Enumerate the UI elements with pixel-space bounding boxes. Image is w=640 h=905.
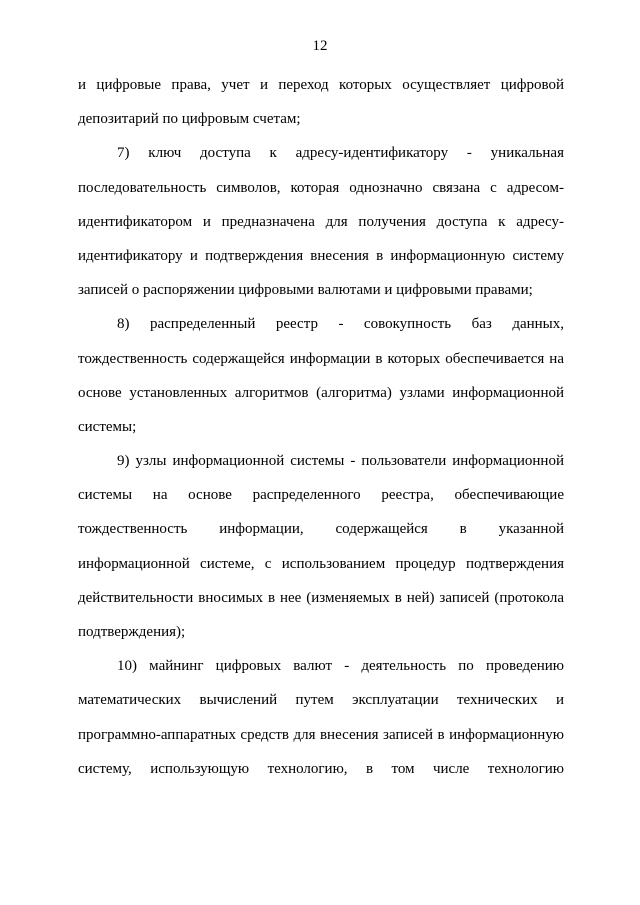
paragraph-item-10	[78, 649, 564, 786]
text-line: записей о распоряжении цифровыми валютами и цифровыми правами;	[78, 282, 533, 299]
text-line: тождественность информации, содержащейся в указанной	[78, 521, 564, 538]
text-line: основе установленных алгоритмов (алгоритма) узлами информационной	[78, 384, 564, 401]
text-line: и цифровые права, учет и переход которых осуществляет цифровой	[78, 77, 564, 93]
text-line: идентификатору и подтверждения внесения в информационную систему	[78, 247, 564, 264]
paragraph-item-9	[78, 444, 564, 649]
text-line: 7) ключ доступа к адресу-идентификатору - уникальная	[117, 145, 564, 162]
text-line: депозитарий по цифровым счетам;	[78, 111, 301, 128]
text-line: тождественность содержащейся информации в которых обеспечивается на	[78, 350, 564, 367]
text-line: системы;	[78, 418, 137, 435]
document-body	[78, 68, 564, 786]
text-line: математических вычислений путем эксплуатации технических и	[78, 692, 564, 709]
text-line: программно-аппаратных средств для внесения записей в информационную	[78, 726, 564, 743]
text-line: системы на основе распределенного реестра, обеспечивающие	[78, 487, 564, 504]
page-number: 12	[312, 38, 328, 54]
paragraph-item-7	[78, 136, 564, 307]
text-line: 8) распределенный реестр - совокупность баз данных,	[117, 316, 564, 333]
text-line: систему, использующую технологию, в том числе технологию	[78, 760, 564, 777]
text-line: 10) майнинг цифровых валют - деятельность по проведению	[117, 658, 564, 675]
paragraph-continuation	[78, 68, 564, 136]
text-line: последовательность символов, которая однозначно связана с адресом-	[78, 179, 564, 196]
text-line: подтверждения);	[78, 624, 186, 640]
paragraph-item-8	[78, 307, 564, 444]
text-line: информационной системе, с использованием процедур подтверждения	[78, 555, 564, 572]
text-line: 9) узлы информационной системы - пользователи информационной	[117, 453, 564, 470]
text-line: идентификатором и предназначена для получения доступа к адресу-	[78, 213, 564, 230]
text-line: действительности вносимых в нее (изменяемых в ней) записей (протокола	[78, 589, 564, 606]
